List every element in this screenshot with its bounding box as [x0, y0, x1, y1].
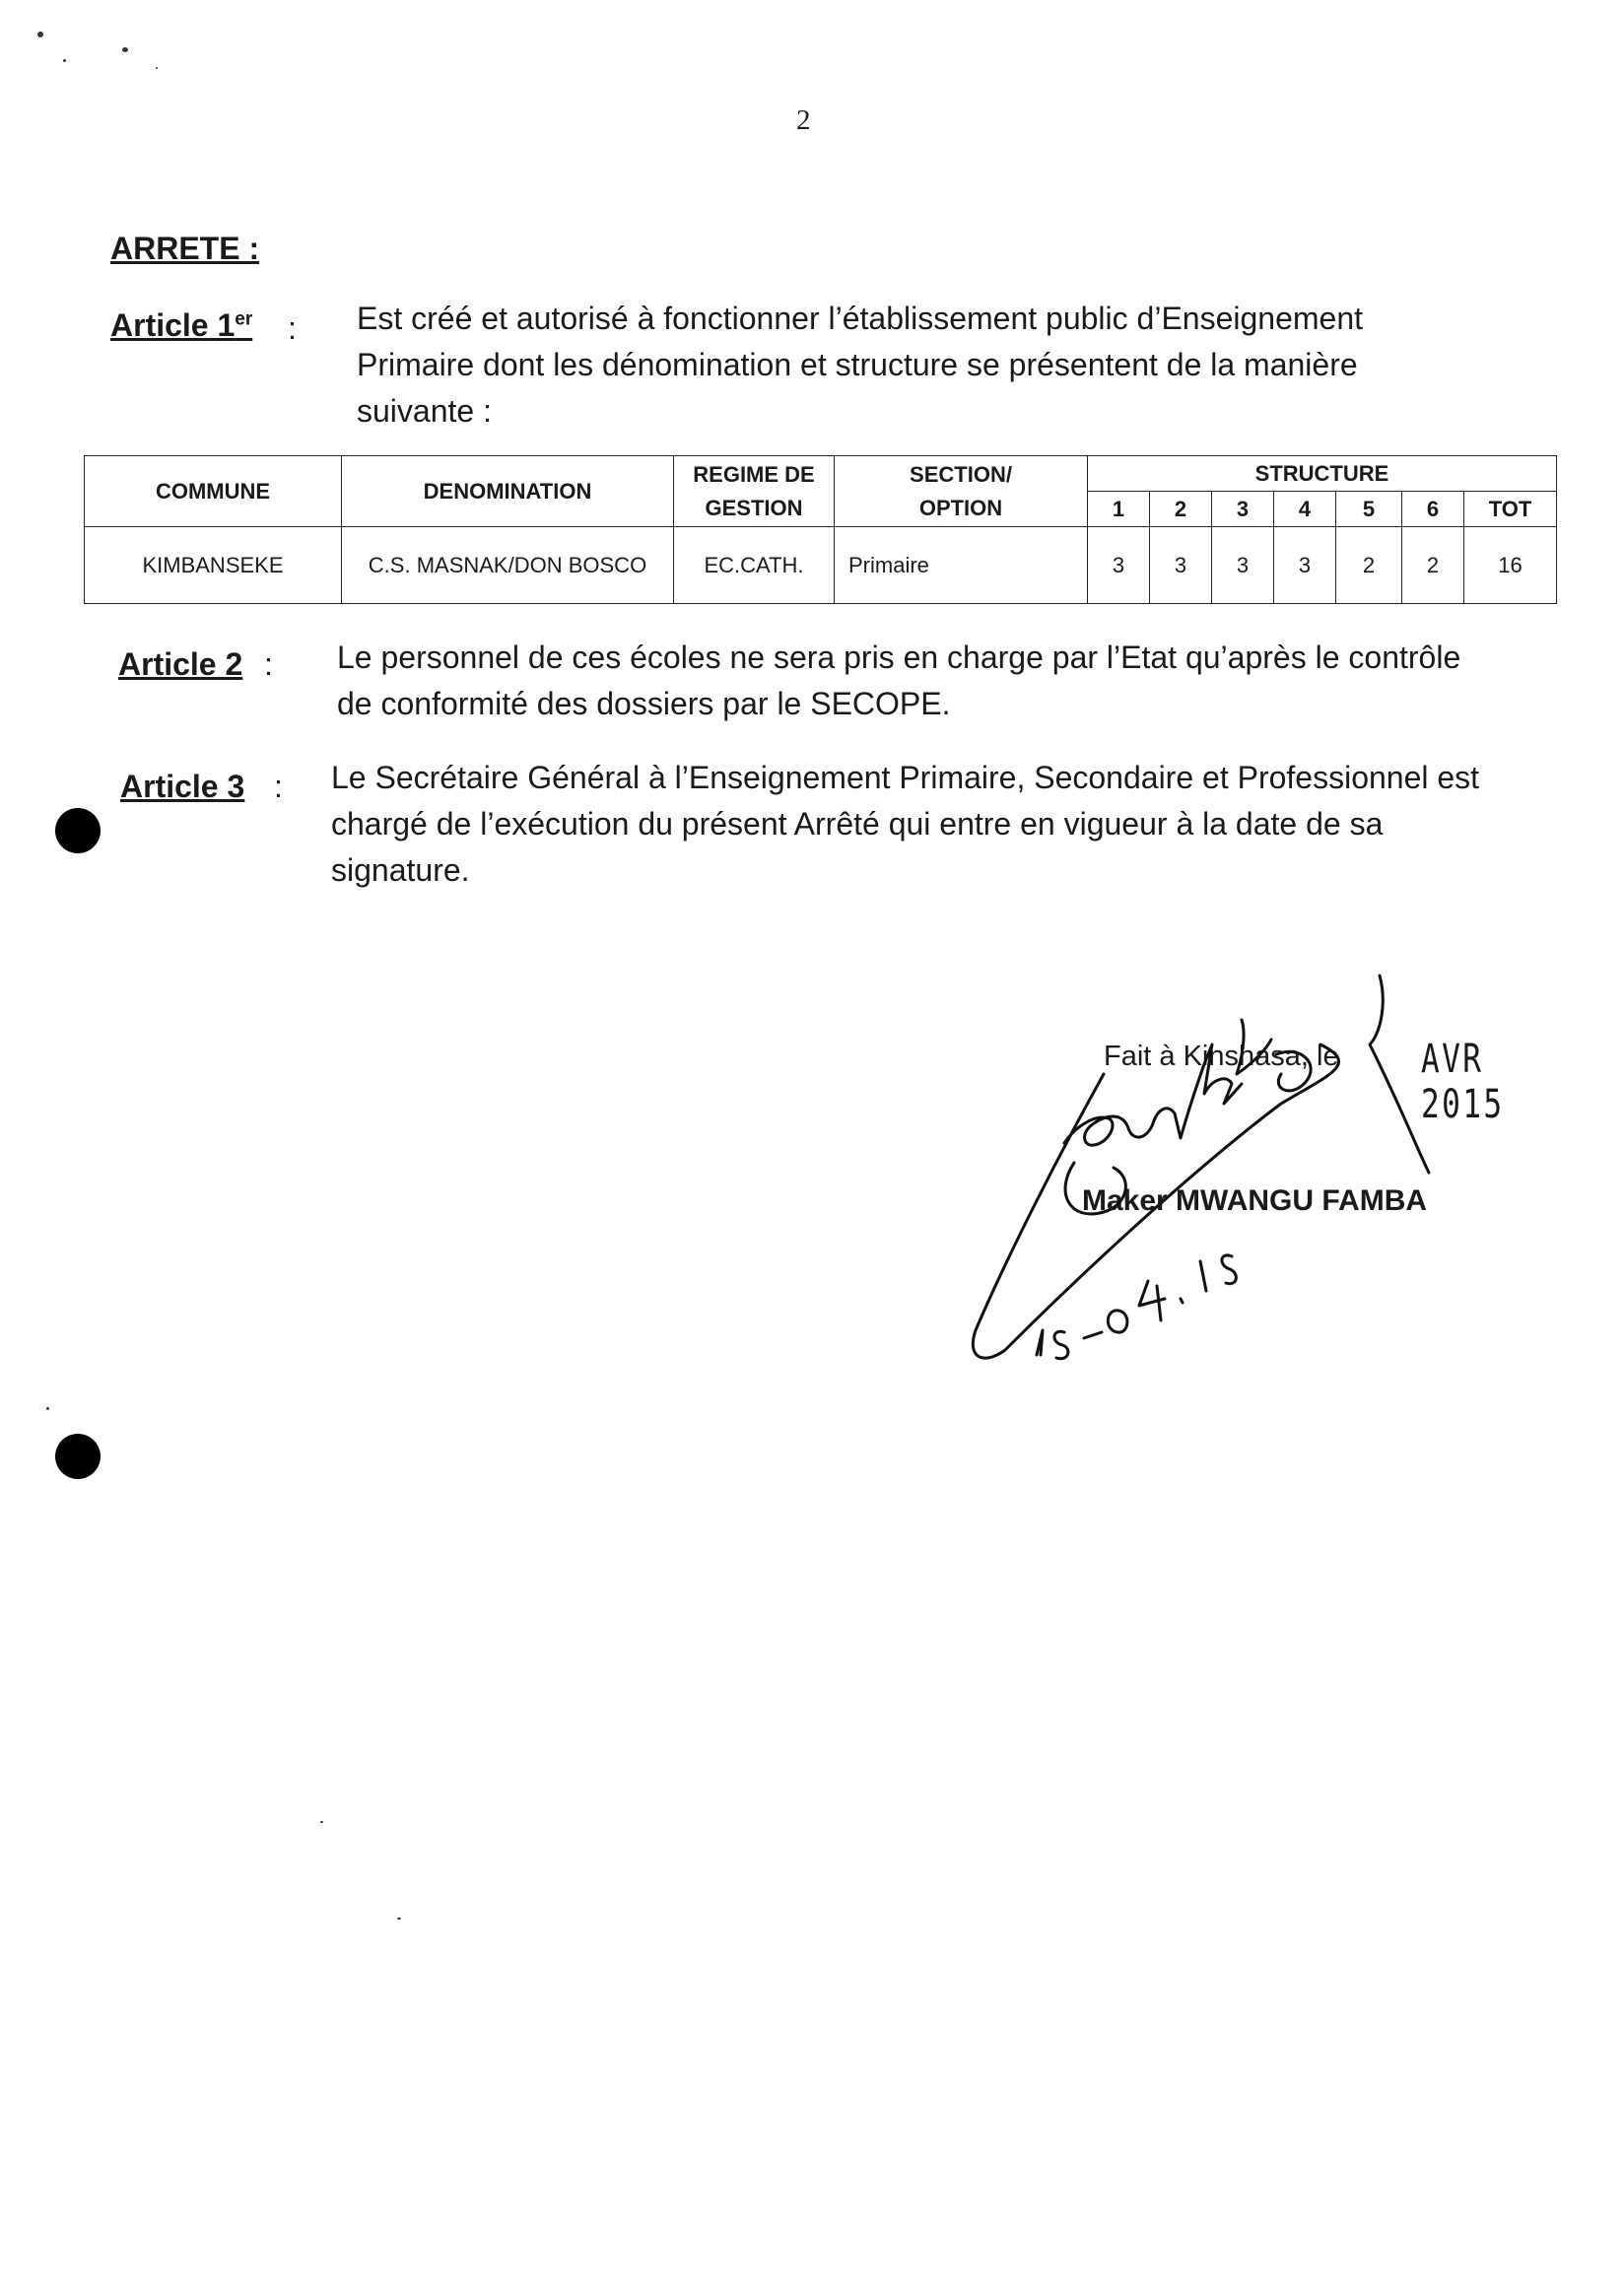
cell-structure: 3 — [1274, 527, 1336, 604]
article-2-line: de conformité des dossiers par le SECOPE. — [337, 686, 951, 721]
article-1-line: suivante : — [357, 393, 492, 429]
signer-name: Maker MWANGU FAMBA — [1082, 1184, 1428, 1217]
header-regime: REGIME DE GESTION — [674, 456, 835, 527]
header-structure-col: 4 — [1274, 492, 1336, 527]
school-structure-table — [84, 455, 1557, 604]
scan-speck — [122, 47, 128, 52]
punch-hole — [55, 1434, 101, 1479]
signature-tick — [1237, 1020, 1271, 1074]
header-structure-col: 2 — [1150, 492, 1212, 527]
table-row — [85, 527, 1557, 604]
article-2-line: Le personnel de ces écoles ne sera pris en charge par l’Etat qu’après le contrôle — [337, 640, 1461, 675]
article-1-line: Primaire dont les dénomination et structure se présentent de la manière — [357, 347, 1358, 382]
header-structure-col: 6 — [1402, 492, 1464, 527]
article-2-label: Article 2 — [118, 646, 243, 682]
cell-structure: 3 — [1150, 527, 1212, 604]
cell-regime: EC.CATH. — [674, 527, 835, 604]
article-1-text — [357, 296, 1525, 435]
header-structure: STRUCTURE — [1088, 456, 1557, 492]
article-3-text — [331, 755, 1533, 894]
cell-denomination: C.S. MASNAK/DON BOSCO — [342, 527, 674, 604]
date-stamp: AVR 2015 — [1421, 1037, 1505, 1127]
cell-structure: 3 — [1212, 527, 1274, 604]
cell-section: Primaire — [835, 527, 1088, 604]
scan-speck — [320, 1821, 323, 1823]
header-structure-col: 1 — [1088, 492, 1150, 527]
header-denomination: DENOMINATION — [342, 456, 674, 527]
cell-structure: 2 — [1336, 527, 1402, 604]
article-1-colon: : — [288, 310, 297, 346]
cell-structure: 3 — [1088, 527, 1150, 604]
article-3-colon: : — [274, 769, 283, 804]
cell-structure: 2 — [1402, 527, 1464, 604]
scan-speck — [37, 32, 43, 37]
header-structure-col: TOT — [1464, 492, 1557, 527]
signature-loop — [1370, 976, 1429, 1173]
cell-commune: KIMBANSEKE — [85, 527, 342, 604]
scan-speck — [63, 59, 66, 62]
place-date-text: Fait à Kinshasa, le — [1104, 1041, 1339, 1072]
handwritten-date-strokes — [1037, 1255, 1236, 1359]
signature-small-loop — [1065, 1163, 1125, 1214]
cell-structure-total: 16 — [1464, 527, 1557, 604]
decree-heading: ARRETE : — [110, 231, 260, 266]
scan-speck — [397, 1918, 401, 1920]
article-3-line: signature. — [331, 852, 470, 888]
article-1-label-group — [110, 307, 252, 344]
article-1-line: Est créé et autorisé à fonctionner l’établissement public d’Enseignement — [357, 301, 1364, 336]
handwritten-signature — [946, 966, 1498, 1439]
header-structure-col: 3 — [1212, 492, 1274, 527]
header-commune: COMMUNE — [85, 456, 342, 527]
article-3-line: Le Secrétaire Général à l’Enseignement Primaire, Secondaire et Professionnel est — [331, 760, 1480, 795]
punch-hole — [55, 808, 101, 853]
article-2-colon: : — [264, 646, 273, 682]
header-section: SECTION/ OPTION — [835, 456, 1088, 527]
article-3-label: Article 3 — [120, 769, 245, 804]
signature-swirl — [1276, 1051, 1311, 1091]
signature-sweep — [973, 1044, 1338, 1358]
scan-speck — [46, 1407, 49, 1410]
article-3-line: chargé de l’exécution du présent Arrêté qui entre en vigueur à la date de sa — [331, 806, 1384, 842]
article-1-label: Article 1er — [110, 307, 253, 343]
article-2-text — [337, 635, 1533, 727]
header-structure-col: 5 — [1336, 492, 1402, 527]
page-number: 2 — [796, 104, 811, 136]
scan-speck — [156, 67, 158, 69]
